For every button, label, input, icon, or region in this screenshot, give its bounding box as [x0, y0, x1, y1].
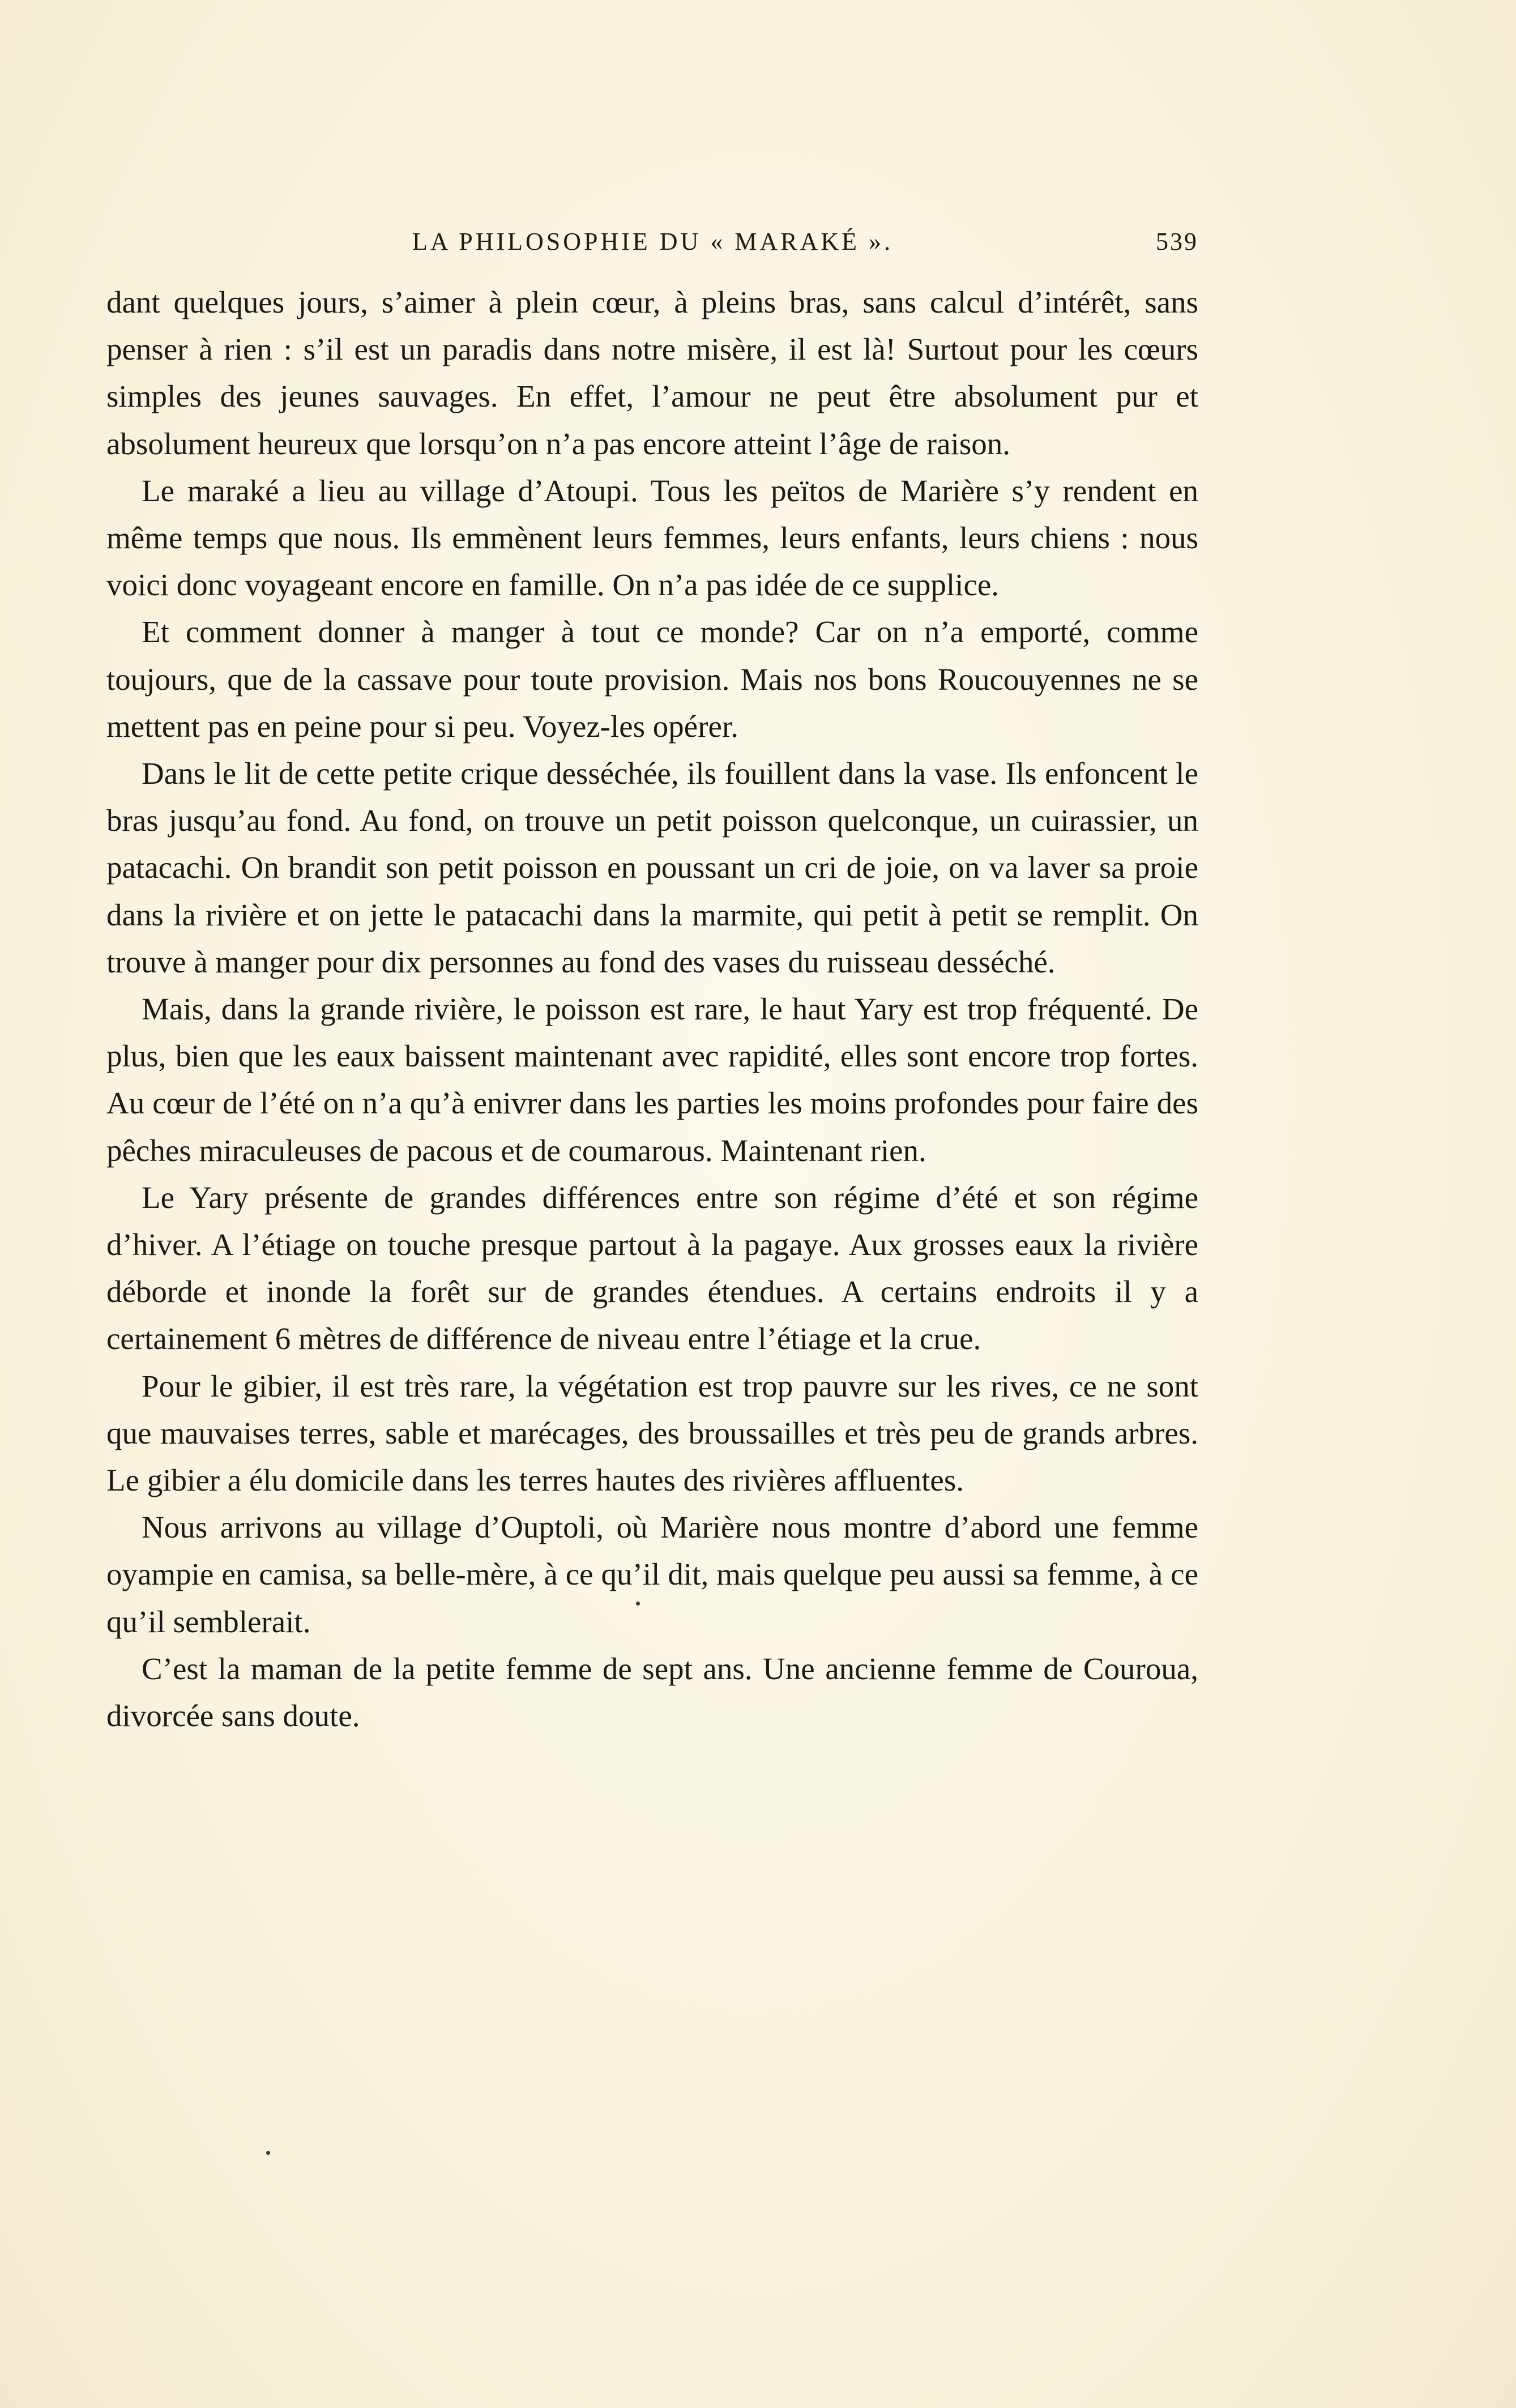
paragraph-great-river: Mais, dans la grande rivière, le poisson est rare, le haut Yary est trop fréquenté. De plus, bien que les eaux baissent maintenant avec rapidité, elles sont encore trop fortes. Au cœur de l’été on n’a qu’à enivrer dans les parties les moins profondes pour faire des pêches miraculeuses de pacous et de coumarous. Maintenant rien. — [106, 992, 1198, 1168]
paragraph-ouptoli-village: Nous arrivons au village d’Ouptoli, où Marière nous montre d’abord une femme oyampie en camisa, sa belle-mère, à ce qu’il dit, mais quelque peu aussi sa femme, à ce qu’il semblerait. — [106, 1510, 1198, 1639]
paragraph-marake-village: Le maraké a lieu au village d’Atoupi. Tous les peïtos de Marière s’y rendent en même temps que nous. Ils emmènent leurs femmes, leurs enfants, leurs chiens : nous voici donc voyageant encore en famille. On n’a pas idée de ce supplice. — [106, 473, 1198, 603]
ink-speck — [636, 1602, 640, 1606]
paragraph-game: Pour le gibier, il est très rare, la végétation est trop pauvre sur les rives, ce ne sont que mauvaises terres, sable et marécages, des broussailles et très peu de grands arbres. Le gibier a élu domicile dans les terres hautes des rivières affluentes. — [106, 1368, 1198, 1498]
paragraph-continuation: dant quelques jours, s’aimer à plein cœur, à pleins bras, sans calcul d’intérêt, sans penser à rien : s’il est un paradis dans notre misère, il est là! Surtout pour les cœurs simples des jeunes sauvages. En effet, l’amour ne peut être absolument pur et absolument heureux que lorsqu’on n’a pas encore atteint l’âge de raison. — [106, 285, 1198, 461]
paragraph-little-wife-mother: C’est la maman de la petite femme de sept ans. Une ancienne femme de Couroua, divorcée sans doute. — [106, 1651, 1198, 1734]
running-title: LA PHILOSOPHIE DU « MARAKÉ ». — [412, 228, 894, 255]
ink-speck — [266, 2151, 270, 2155]
paragraph-yary-regime: Le Yary présente de grandes différences entre son régime d’été et son régime d’hiver. A l’étiage on touche presque partout à la pagaye. Aux grosses eaux la rivière déborde et inonde la forêt sur de grandes étendues. A certains endroits il y a certainement 6 mètres de différence de niveau entre l’étiage et la crue. — [106, 1180, 1198, 1356]
paragraph-fishing-creek: Dans le lit de cette petite crique desséchée, ils fouillent dans la vase. Ils enfoncent le bras jusqu’au fond. Au fond, on trouve un petit poisson quelconque, un cuirassier, un patacachi. On brandit son petit poisson en poussant un cri de joie, on va laver sa proie dans la rivière et on jette le patacachi dans la marmite, qui petit à petit se remplit. On trouve à manger pour dix personnes au fond des vases du ruisseau desséché. — [106, 756, 1198, 979]
running-head — [106, 222, 1198, 262]
body-text — [106, 279, 1198, 1739]
paragraph-feeding: Et comment donner à manger à tout ce monde? Car on n’a emporté, comme toujours, que de la cassave pour toute provision. Mais nos bons Roucouyennes ne se mettent pas en peine pour si peu. Voyez-les opérer. — [106, 614, 1198, 744]
page-number: 539 — [1156, 228, 1198, 255]
